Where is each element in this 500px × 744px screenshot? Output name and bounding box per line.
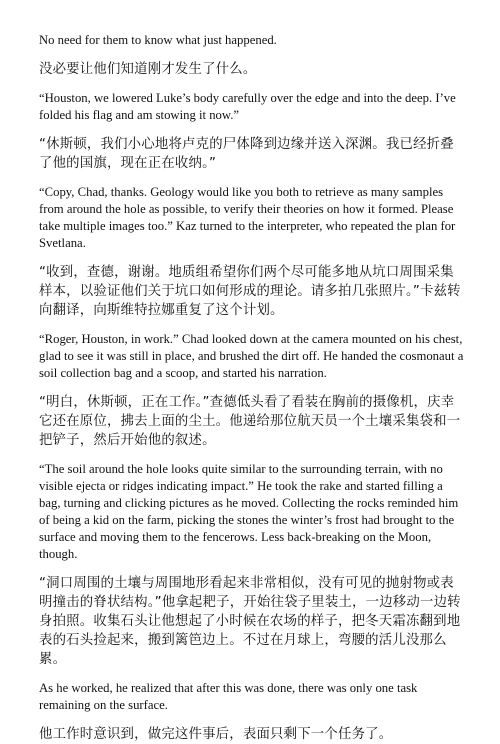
paragraph-chinese: “休斯顿，我们小心地将卢克的尸体降到边缘并送入深渊。我已经折叠了他的国旗，现在正在收纳。” [39, 137, 454, 171]
paragraph-chinese: “收到，查德，谢谢。地质组希望你们两个尽可能多地从坑口周围采集样本，以验证他们关于坑口如何形成的理论。请多拍几张照片。”卡兹转向翻译，向斯维特拉娜重复了这个计划。 [39, 265, 461, 318]
paragraph-english: “The soil around the hole looks quite similar to the surrounding terrain, with no visible ejecta or ridges indicating impact.” He took the rake and started filling a bag, turning and clicking pictures as he moved. Collecting the rocks reminded him of being a kid on the farm, picking the stones the winter’s frost had brought to the surface and moving them to the fencerows. Less back-breaking on the Moon, though. [39, 462, 459, 561]
paragraph-english: “Copy, Chad, thanks. Geology would like you both to retrieve as many samples from around the hole as possible, to verify their theories on how it formed. Please take multiple images too.” Kaz turned to the interpreter, who repeated the plan for Svetlana. [39, 185, 456, 250]
paragraph-chinese: 他工作时意识到，做完这件事后，表面只剩下一个任务了。 [39, 727, 393, 742]
paragraph-chinese: “明白，休斯顿，正在工作。”查德低头看了看装在胸前的摄像机，庆幸它还在原位，拂去上面的尘土。他递给那位航天员一个土壤采集袋和一把铲子，然后开始他的叙述。 [39, 395, 461, 448]
paragraph-english: “Roger, Houston, in work.” Chad looked down at the camera mounted on his chest, glad to see it was still in place, and brushed the dirt off. He handed the cosmonaut a soil collection bag and a scoop, and started his narration. [39, 332, 464, 380]
paragraph-chinese: “洞口周围的土壤与周围地形看起来非常相似，没有可见的抛射物或表明撞击的脊状结构。”他拿起耙子，开始往袋子里装土，一边移动一边转身拍照。收集石头让他想起了小时候在农场的样子，把冬天霜冻翻到地表的石头捡起来，搬到篱笆边上。不过在月球上，弯腰的活儿没那么累。 [39, 576, 461, 667]
paragraph-chinese: 没必要让他们知道刚才发生了什么。 [39, 62, 257, 77]
paragraph-english: “Houston, we lowered Luke’s body carefully over the edge and into the deep. I’ve folded his flag and am stowing it now.” [39, 91, 456, 122]
paragraph-english: As he worked, he realized that after this was done, there was only one task remaining on the surface. [39, 681, 418, 712]
paragraph-english: No need for them to know what just happened. [39, 33, 277, 47]
